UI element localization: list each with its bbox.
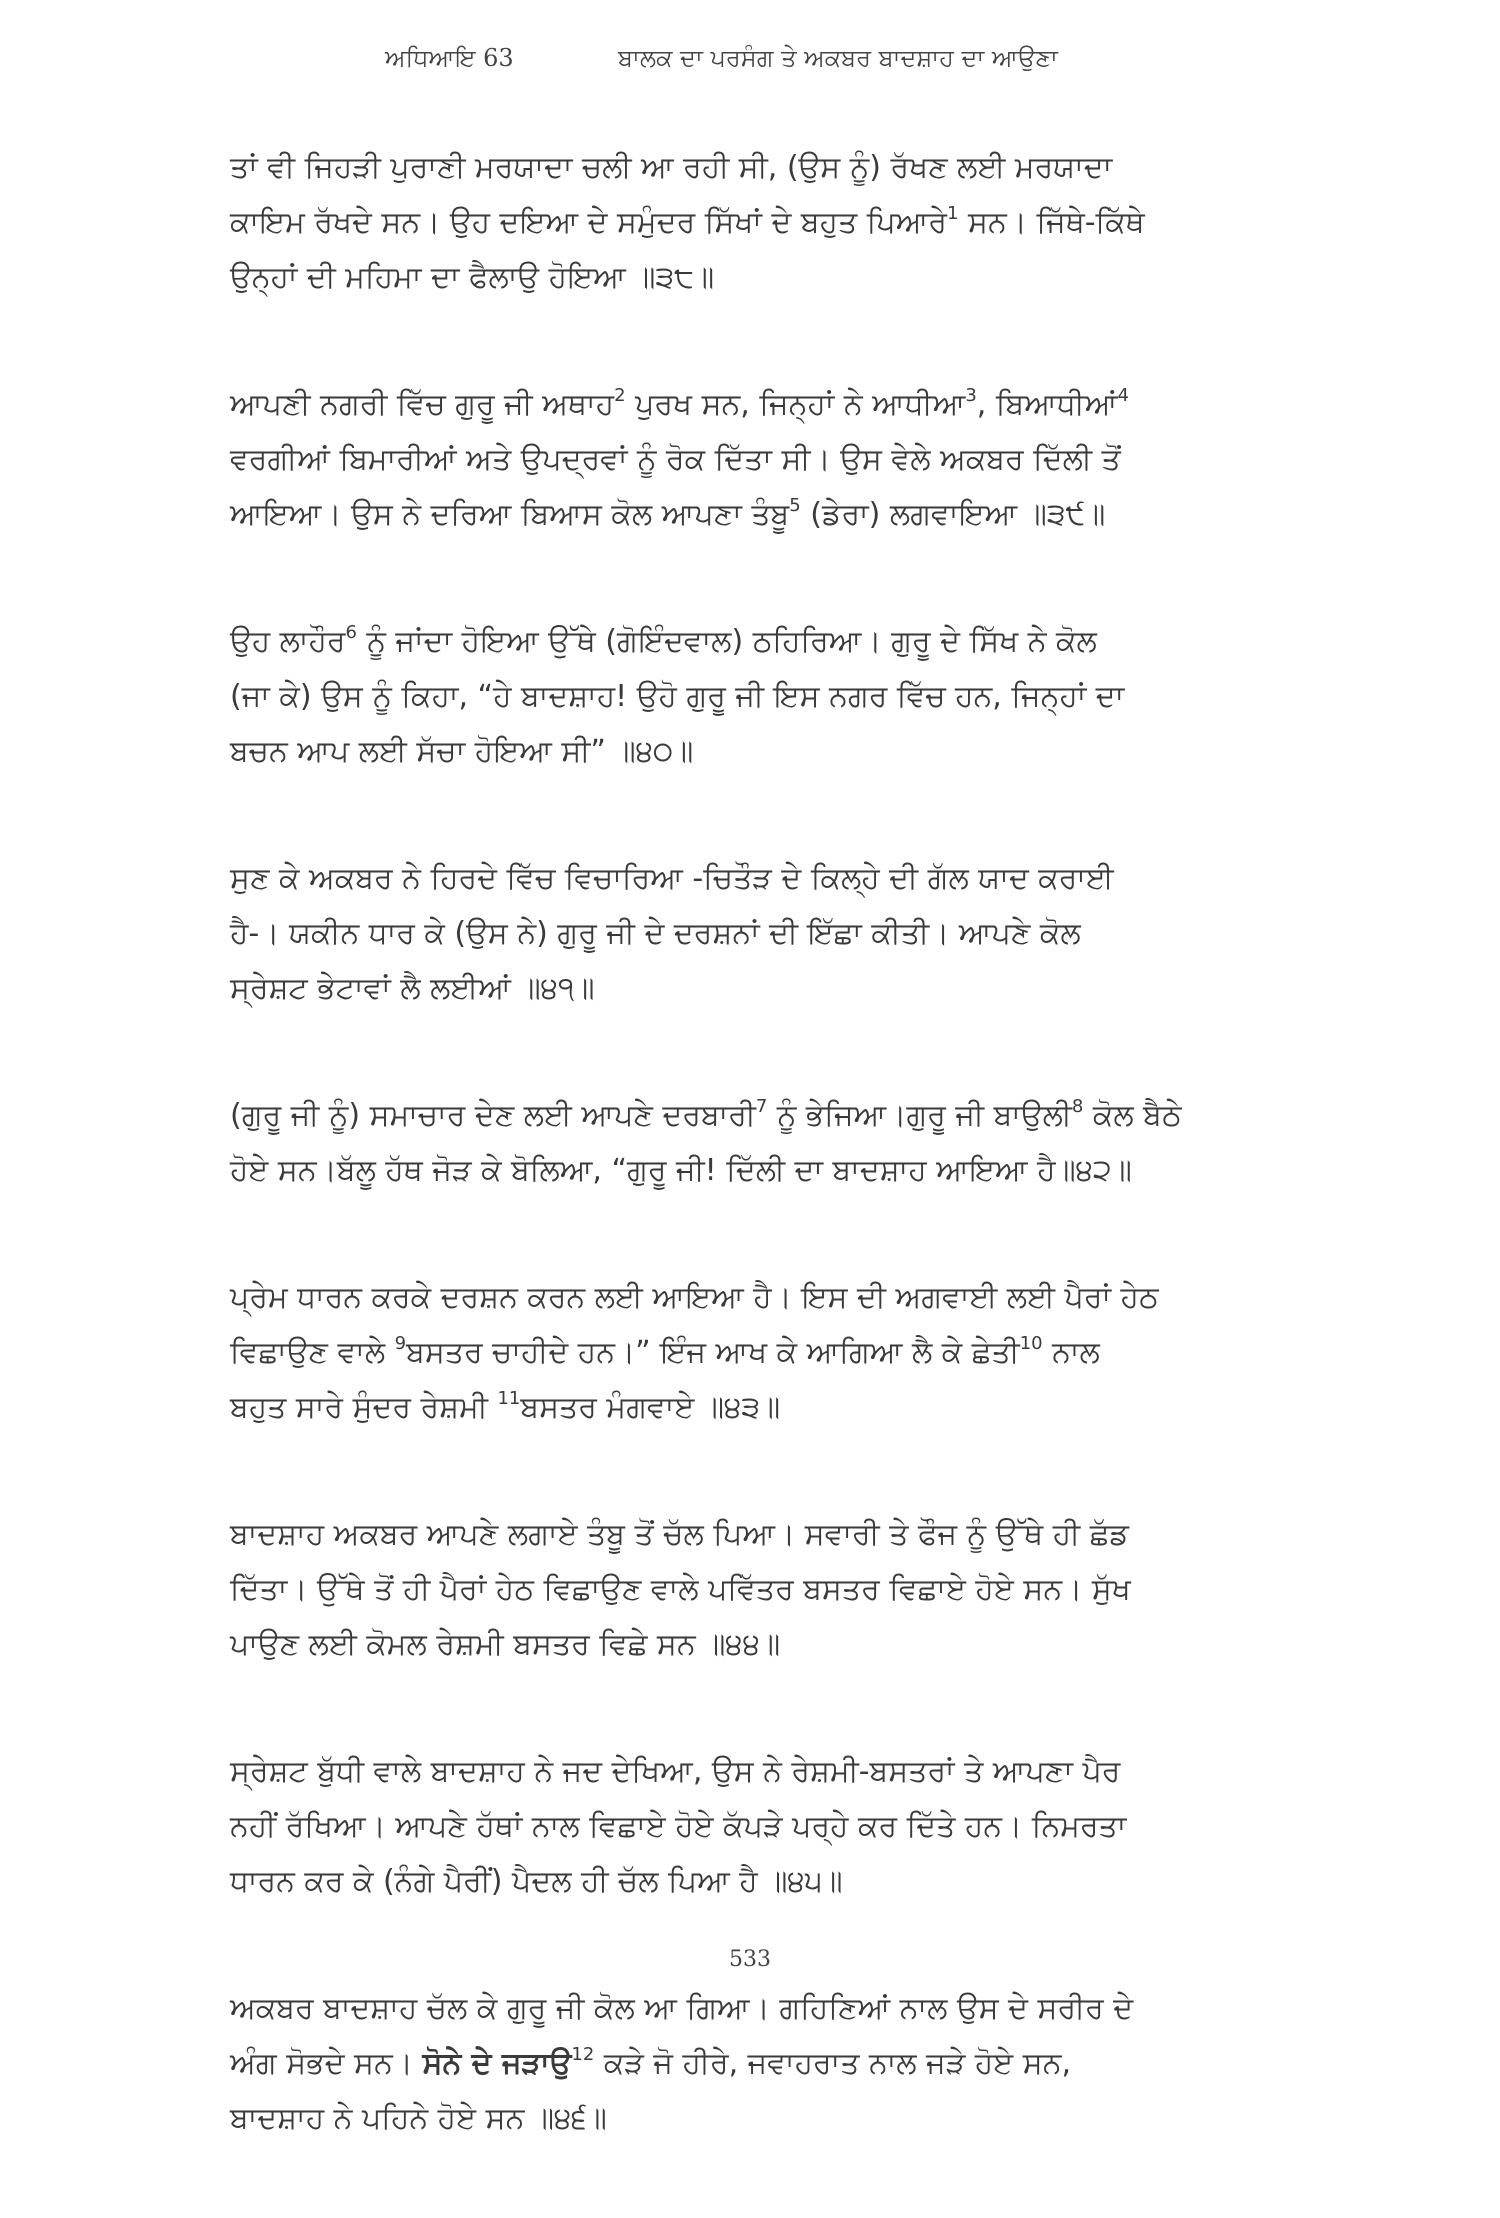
text-run: (ਡੇਰਾ) ਲਗਵਾਇਆ ॥੩੯॥ [800, 497, 1106, 532]
text-line: (ਜਾ ਕੇ) ਉਸ ਨੂੰ ਕਿਹਾ, “ਹੇ ਬਾਦਸ਼ਾਹ! ਉਹੋ ਗੁਰੂ ਜੀ ਇਸ ਨਗਰ ਵਿੱਚ ਹਨ, ਜਿਨ੍ਹਾਂ ਦਾ [230, 679, 1125, 714]
text-run: ਬਸਤਰ ਚਾਹੀਦੇ ਹਨ।” ਇੰਜ ਆਖ ਕੇ ਆਗਿਆ ਲੈ ਕੇ ਛੇਤੀ [406, 1335, 1020, 1370]
text-line: ਹੈ-। ਯਕੀਨ ਧਾਰ ਕੇ (ਉਸ ਨੇ) ਗੁਰੂ ਜੀ ਦੇ ਦਰਸ਼ਨਾਂ ਦੀ ਇੱਛਾ ਕੀਤੀ। ਆਪਣੇ ਕੋਲ [230, 916, 1081, 951]
text-line [230, 487, 1265, 542]
text-line: ਪ੍ਰੇਮ ਧਾਰਨ ਕਰਕੇ ਦਰਸ਼ਨ ਕਰਨ ਲਈ ਆਇਆ ਹੈ। ਇਸ ਦੀ ਅਗਵਾਈ ਲਈ ਪੈਰਾਂ ਹੇਠ [230, 1280, 1159, 1315]
chapter-title: ਬਾਲਕ ਦਾ ਪਰਸੰਗ ਤੇ ਅਕਬਰ ਬਾਦਸ਼ਾਹ ਦਾ ਆਉਣਾ [618, 44, 1058, 72]
paragraph-40 [230, 614, 1265, 779]
paragraph-45 [230, 1744, 1265, 1909]
text-line [230, 195, 1265, 250]
footnote-marker: 6 [345, 622, 357, 643]
footnote-marker: 8 [1071, 1096, 1084, 1117]
text-run: (ਗੁਰੂ ਜੀ ਨੂੰ) ਸਮਾਚਾਰ ਦੇਣ ਲਈ ਆਪਣੇ ਦਰਬਾਰੀ [230, 1098, 756, 1133]
body-text [230, 140, 1265, 2218]
text-line: ਪਾਉਣ ਲਈ ਕੋਮਲ ਰੇਸ਼ਮੀ ਬਸਤਰ ਵਿਛੇ ਸਨ ॥੪੪॥ [230, 1627, 781, 1662]
footnote-marker: 3 [965, 385, 977, 406]
text-line [230, 2036, 1265, 2091]
text-run: ਵਿਛਾਉਣ ਵਾਲੇ [230, 1335, 395, 1370]
paragraph-39 [230, 377, 1265, 542]
text-run: ਸਨ। ਜਿੱਥੇ-ਕਿੱਥੇ [958, 205, 1145, 240]
text-line: ਸੁਣ ਕੇ ਅਕਬਰ ਨੇ ਹਿਰਦੇ ਵਿੱਚ ਵਿਚਾਰਿਆ -ਚਿਤੌੜ ਦੇ ਕਿਲ੍ਹੇ ਦੀ ਗੱਲ ਯਾਦ ਕਰਾਈ [230, 861, 1114, 896]
paragraph-41 [230, 851, 1265, 1016]
paragraph-38 [230, 140, 1265, 305]
text-run: ਨੂੰ ਜਾਂਦਾ ਹੋਇਆ ਉੱਥੇ (ਗੋਇੰਦਵਾਲ) ਠਹਿਰਿਆ। ਗੁਰੂ ਦੇ ਸਿੱਖ ਨੇ ਕੋਲ [356, 624, 1097, 659]
chapter-label: ਅਧਿਆਇ 63 [385, 44, 514, 72]
text-line [230, 614, 1265, 669]
text-line: ਵਰਗੀਆਂ ਬਿਮਾਰੀਆਂ ਅਤੇ ਉਪਦ੍ਰਵਾਂ ਨੂੰ ਰੋਕ ਦਿੱਤਾ ਸੀ। ਉਸ ਵੇਲੇ ਅਕਬਰ ਦਿੱਲੀ ਤੋਂ [230, 442, 1121, 477]
page-number: 533 [729, 1947, 771, 1972]
footnote-marker: 11 [497, 1388, 521, 1409]
text-run: ਨੂੰ ਭੇਜਿਆ।ਗੁਰੂ ਜੀ ਬਾਉਲੀ [767, 1098, 1072, 1133]
text-line: ਸ੍ਰੇਸ਼ਟ ਭੇਟਾਵਾਂ ਲੈ ਲਈਆਂ ॥੪੧॥ [230, 971, 595, 1006]
text-line: ਧਾਰਨ ਕਰ ਕੇ (ਨੰਗੇ ਪੈਰੀਂ) ਪੈਦਲ ਹੀ ਚੱਲ ਪਿਆ ਹੈ ॥੪੫॥ [230, 1864, 843, 1899]
text-line [230, 1088, 1265, 1143]
text-run: ਕਾਇਮ ਰੱਖਦੇ ਸਨ। ਉਹ ਦਇਆ ਦੇ ਸਮੁੰਦਰ ਸਿੱਖਾਂ ਦੇ ਬਹੁਤ ਪਿਆਰੇ [230, 205, 947, 240]
text-run: ਆਇਆ। ਉਸ ਨੇ ਦਰਿਆ ਬਿਆਸ ਕੋਲ ਆਪਣਾ ਤੰਬੂ [230, 497, 790, 532]
text-run: ਉਹ ਲਾਹੌਰ [230, 624, 346, 659]
text-run: ਆਪਣੀ ਨਗਰੀ ਵਿੱਚ ਗੁਰੂ ਜੀ ਅਥਾਹ [230, 387, 615, 422]
text-line: ਹੋਏ ਸਨ।ਬੱਲੂ ਹੱਥ ਜੋੜ ਕੇ ਬੋਲਿਆ, “ਗੁਰੂ ਜੀ! ਦਿੱਲੀ ਦਾ ਬਾਦਸ਼ਾਹ ਆਇਆ ਹੈ॥੪੨॥ [230, 1153, 1132, 1188]
bold-text-run: ਸੋਨੇ ਦੇ ਜੜਾਉ [422, 2046, 572, 2081]
text-line: ਬਾਦਸ਼ਾਹ ਅਕਬਰ ਆਪਣੇ ਲਗਾਏ ਤੰਬੂ ਤੋਂ ਚੱਲ ਪਿਆ। ਸਵਾਰੀ ਤੇ ਫੌਜ ਨੂੰ ਉੱਥੇ ਹੀ ਛੱਡ [230, 1517, 1129, 1552]
text-run: ਕੋਲ ਬੈਠੇ [1083, 1098, 1182, 1133]
paragraph-46 [230, 1981, 1265, 2146]
text-line: ਅਕਬਰ ਬਾਦਸ਼ਾਹ ਚੱਲ ਕੇ ਗੁਰੂ ਜੀ ਕੋਲ ਆ ਗਿਆ। ਗਹਿਣਿਆਂ ਨਾਲ ਉਸ ਦੇ ਸਰੀਰ ਦੇ [230, 1991, 1134, 2026]
text-line [230, 1325, 1265, 1380]
footnote-marker: 1 [946, 203, 959, 224]
footnote-marker: 2 [614, 385, 626, 406]
text-run: ਕੜੇ ਜੋ ਹੀਰੇ, ਜਵਾਹਰਾਤ ਨਾਲ ਜੜੇ ਹੋਏ ਸਨ, [594, 2046, 1072, 2081]
paragraph-43 [230, 1270, 1265, 1435]
paragraph-44 [230, 1507, 1265, 1672]
footnote-marker: 4 [1117, 385, 1129, 406]
text-line: ਬਾਦਸ਼ਾਹ ਨੇ ਪਹਿਨੇ ਹੋਏ ਸਨ ॥੪੬॥ [230, 2101, 607, 2136]
text-line: ਦਿੱਤਾ। ਉੱਥੇ ਤੋਂ ਹੀ ਪੈਰਾਂ ਹੇਠ ਵਿਛਾਉਣ ਵਾਲੇ ਪਵਿੱਤਰ ਬਸਤਰ ਵਿਛਾਏ ਹੋਏ ਸਨ। ਸੁੱਖ [230, 1572, 1131, 1607]
footnote-marker: 9 [394, 1333, 407, 1354]
text-run: ਬਸਤਰ ਮੰਗਵਾਏ ॥੪੩॥ [520, 1390, 781, 1425]
footnote-marker: 12 [571, 2044, 595, 2065]
footnote-marker: 5 [789, 495, 801, 516]
text-run: ਨਾਲ [1042, 1335, 1100, 1370]
text-line [230, 377, 1265, 432]
text-line: ਤਾਂ ਵੀ ਜਿਹੜੀ ਪੁਰਾਣੀ ਮਰਯਾਦਾ ਚਲੀ ਆ ਰਹੀ ਸੀ, (ਉਸ ਨੂੰ) ਰੱਖਣ ਲਈ ਮਰਯਾਦਾ [230, 150, 1113, 185]
text-line: ਬਚਨ ਆਪ ਲਈ ਸੱਚਾ ਹੋਇਆ ਸੀ” ॥੪੦॥ [230, 734, 694, 769]
text-run: ਬਹੁਤ ਸਾਰੇ ਸੁੰਦਰ ਰੇਸ਼ਮੀ [230, 1390, 498, 1425]
text-line: ਨਹੀਂ ਰੱਖਿਆ। ਆਪਣੇ ਹੱਥਾਂ ਨਾਲ ਵਿਛਾਏ ਹੋਏ ਕੱਪੜੇ ਪਰ੍ਹੇ ਕਰ ਦਿੱਤੇ ਹਨ। ਨਿਮਰਤਾ [230, 1809, 1127, 1844]
paragraph-42 [230, 1088, 1265, 1198]
footnote-marker: 10 [1019, 1333, 1043, 1354]
text-run: ਅੰਗ ਸੋਭਦੇ ਸਨ। [230, 2046, 423, 2081]
footnote-marker: 7 [755, 1096, 768, 1117]
text-line [230, 1380, 1265, 1435]
text-line: ਉਨ੍ਹਾਂ ਦੀ ਮਹਿਮਾ ਦਾ ਫੈਲਾਉ ਹੋਇਆ ॥੩੮॥ [230, 260, 715, 295]
running-header [0, 38, 1500, 78]
text-run: , ਬਿਆਧੀਆਂ [976, 387, 1118, 422]
text-run: ਪੁਰਖ ਸਨ, ਜਿਨ੍ਹਾਂ ਨੇ ਆਧੀਆ [625, 387, 966, 422]
text-line: ਸ੍ਰੇਸ਼ਟ ਬੁੱਧੀ ਵਾਲੇ ਬਾਦਸ਼ਾਹ ਨੇ ਜਦ ਦੇਖਿਆ, ਉਸ ਨੇ ਰੇਸ਼ਮੀ-ਬਸਤਰਾਂ ਤੇ ਆਪਣਾ ਪੈਰ [230, 1754, 1121, 1789]
